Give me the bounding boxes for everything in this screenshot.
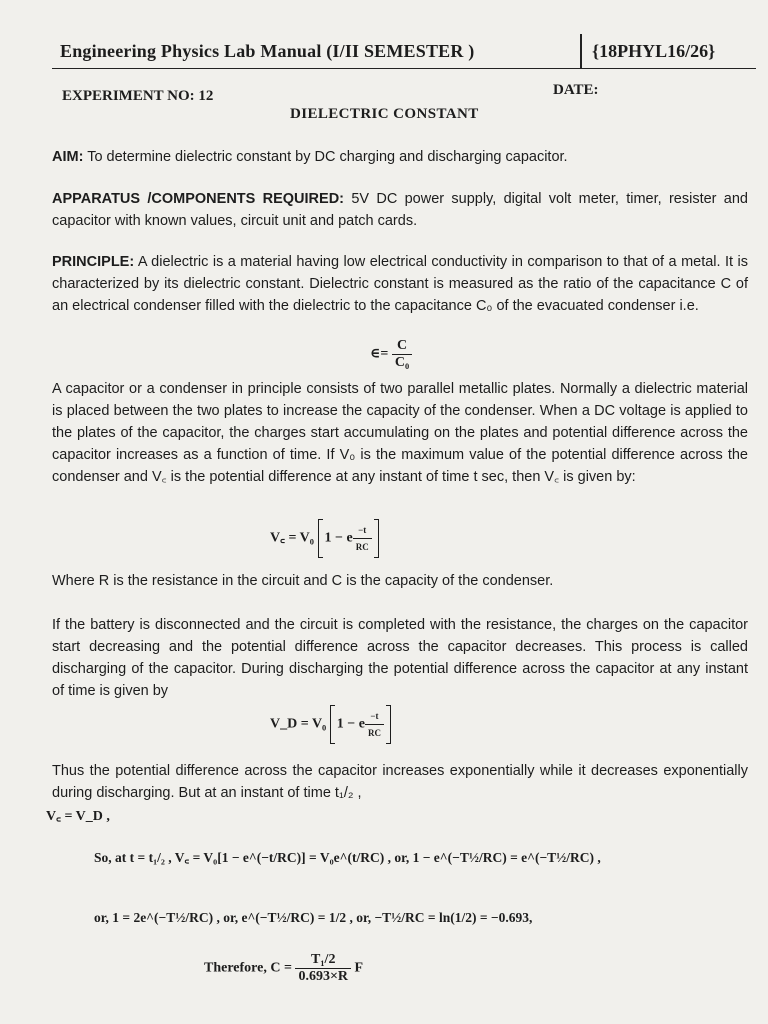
principle-label: PRINCIPLE:	[52, 254, 135, 270]
aim-paragraph	[52, 146, 748, 168]
page-header	[52, 34, 756, 69]
eq6-fraction	[295, 952, 351, 985]
eq3-bracket	[330, 706, 391, 743]
dielectric-equation	[370, 338, 412, 371]
manual-title: Engineering Physics Lab Manual (I/II SEMESTER )	[60, 41, 475, 61]
eq2-exp-num: −t	[353, 522, 372, 539]
header-divider	[580, 34, 582, 68]
vc-equals-vd: V꜀ = V_D ,	[46, 809, 110, 824]
apparatus-label: APPARATUS /COMPONENTS REQUIRED:	[52, 191, 344, 207]
eq1-numerator: C	[392, 338, 412, 355]
eq6-lhs: Therefore, C =	[204, 960, 292, 976]
eq2-lhs: V꜀ = V₀	[270, 530, 314, 546]
discharging-equation	[270, 706, 391, 743]
eq3-exp-num: −t	[365, 708, 384, 725]
discharge-paragraph: If the battery is disconnected and the circuit is completed with the resistance, the charges on the capacitor start decreasing and the potential difference across the capacitor decreases. This process is called discharging of the capacitor. During discharging the potential difference across the capacitor at any instant of time is given by	[52, 617, 748, 699]
date-label: DATE:	[553, 82, 599, 98]
eq3-exp-den: RC	[367, 728, 381, 738]
principle-paragraph	[52, 251, 748, 317]
eq6-unit: F	[354, 960, 364, 976]
charging-equation	[270, 520, 379, 557]
capacitance-formula	[204, 952, 363, 985]
course-code: {18PHYL16/26}	[592, 41, 716, 61]
ln-equation: or, 1 = 2e^(−T½/RC) , or, e^(−T½/RC) = 1/2 , or, −T½/RC = ln(1/2) = −0.693,	[94, 910, 533, 925]
principle-text: A dielectric is a material having low electrical conductivity in comparison to that of a metal. It is characterized by its dielectric constant. Dielectric constant is measured as the ratio of the capacitance C of an electrical condenser filled with the dielectric to the capacitance C₀ of the evacuated condenser i.e.	[52, 254, 748, 314]
eq3-inner: 1 − e	[336, 716, 365, 732]
eq2-exponent	[353, 522, 372, 555]
apparatus-text: 5V DC power supply, digital volt meter, timer, resister and capacitor with known values, circuit unit and patch cards.	[52, 191, 749, 229]
aim-text: To determine dielectric constant by DC charging and discharging capacitor.	[87, 149, 568, 165]
aim-label: AIM:	[52, 149, 84, 165]
eq1-fraction	[392, 338, 412, 371]
eq2-inner: 1 − e	[324, 530, 353, 546]
eq3-lhs: V_D = V₀	[270, 716, 327, 732]
capacitor-paragraph: A capacitor or a condenser in principle consists of two parallel metallic plates. Normally a dielectric material is placed between the two plates to increase the capacity of the condenser. When a DC voltage is applied to the plates of the capacitor, the charges start accumulating on the plates and potential difference across the capacitor increases as a function of time. If V₀ is the maximum value of the potential difference across the condenser and V꜀ is the potential difference at any instant of time t sec, then V꜀ is given by:	[52, 381, 748, 485]
eq1-lhs: ∈=	[370, 346, 389, 362]
eq6-denominator: 0.693×R	[298, 969, 349, 984]
thus-paragraph: Thus the potential difference across the capacitor increases exponentially while it decreases exponentially during discharging. But at an instant of time t₁/₂ ,	[52, 763, 748, 801]
eq3-exponent	[365, 708, 384, 741]
experiment-number: EXPERIMENT NO: 12	[62, 88, 214, 104]
eq6-numerator: T₁/2	[295, 952, 351, 969]
eq2-exp-den: RC	[355, 542, 369, 552]
eq2-bracket	[318, 520, 379, 557]
experiment-title: DIELECTRIC CONSTANT	[290, 106, 479, 122]
where-paragraph: Where R is the resistance in the circuit and C is the capacity of the condenser.	[52, 573, 554, 589]
eq1-denominator: C₀	[394, 355, 410, 370]
apparatus-paragraph	[52, 188, 748, 232]
half-time-equation: So, at t = t₁/₂ , V꜀ = V₀[1 − e^(−t/RC)] = V₀e^(t/RC) , or, 1 − e^(−T½/RC) = e^(−T½/RC) ,	[94, 850, 601, 865]
